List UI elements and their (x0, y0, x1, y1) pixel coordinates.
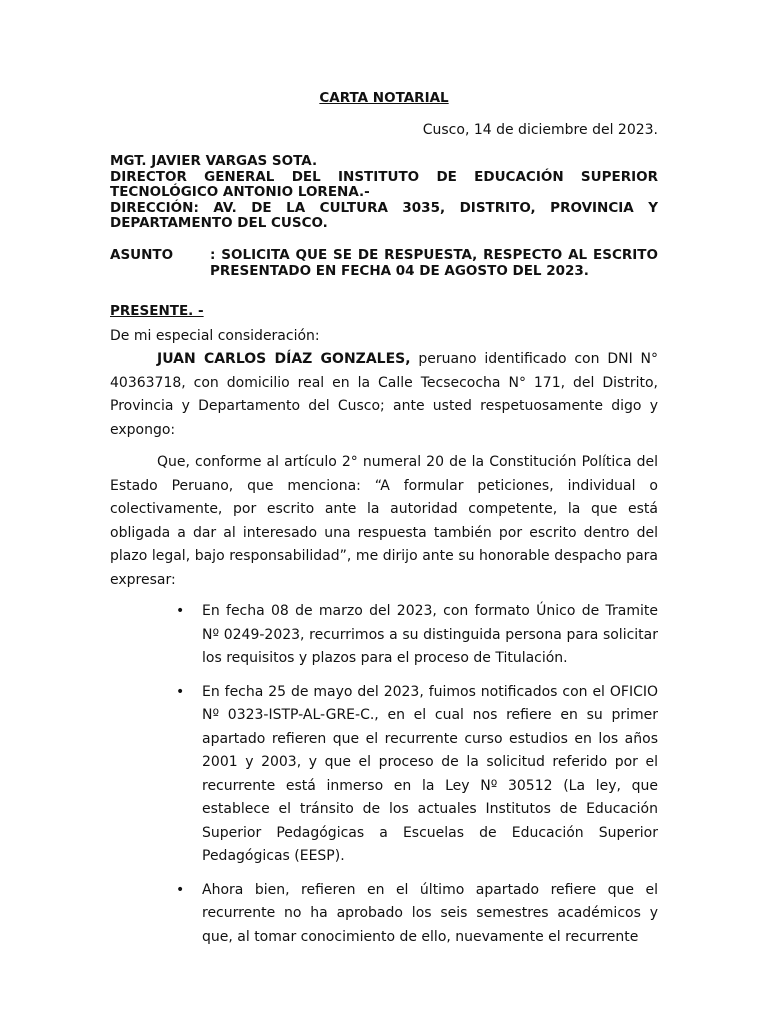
addressee-position: DIRECTOR GENERAL DEL INSTITUTO DE EDUCACIÓN SUPERIOR TECNOLÓGICO ANTONIO LORENA.- (110, 168, 658, 200)
list-item-text: Ahora bien, refieren en el último apartado refiere que el recurrente no ha aprobado los seis semestres académicos y que, al tomar conocimiento de ello, nuevamente el recurrente (202, 881, 658, 945)
addressee-block (110, 154, 658, 232)
list-item-text: En fecha 08 de marzo del 2023, con formato Único de Tramite Nº 0249-2023, recurrimos a su distinguida persona para solicitar los requisitos y plazos para el proceso de Titulación. (202, 603, 658, 666)
bullet-icon: • (176, 603, 185, 619)
applicant-name: JUAN CARLOS DÍAZ GONZALES, (157, 351, 411, 367)
list-item-text: En fecha 25 de mayo del 2023, fuimos notificados con el OFICIO Nº 0323-ISTP-AL-GRE-C., en el cual nos refiere en su primer apartado refieren que el recurrente curso estudios en los años 2001 y 2003, y que el proceso de la solicitud referido por el recurrente está inmerso en la Ley Nº 30512 (La ley, que establece el tránsito de los actuales Institutos de Educación Superior Pedagógicas a Escuelas de Educación Superior Pedagógicas (EESP). (202, 683, 658, 864)
list-item (110, 681, 658, 869)
addressee-address: DIRECCIÓN: AV. DE LA CULTURA 3035, DISTRITO, PROVINCIA Y DEPARTAMENTO DEL CUSCO. (110, 199, 658, 231)
presente-heading: PRESENTE. - (110, 303, 204, 319)
bullet-icon: • (176, 683, 185, 700)
facts-list (110, 600, 658, 959)
letter-title: CARTA NOTARIAL (319, 90, 449, 106)
subject-label: ASUNTO (110, 247, 174, 263)
letter-date: Cusco, 14 de diciembre del 2023. (422, 122, 658, 138)
introduction-text: peruano identificado con DNI N° 40363718, con domicilio real en la Calle Tecsecocha N° 171, del Distrito, Provincia y Departamento del Cusco; ante usted respetuosamente digo y expongo: (110, 351, 658, 438)
paragraph-constitution: Que, conforme al artículo 2° numeral 20 de la Constitución Política del Estado Peruano, que menciona: “A formular peticiones, individual o colectivamente, por escrito ante la autoridad competente, la que está obligada a dar al interesado una respuesta también por escrito dentro del plazo legal, bajo responsabilidad”, me dirijo ante su honorable despacho para expresar: (110, 454, 658, 588)
greeting: De mi especial consideración: (110, 328, 320, 344)
list-item (110, 879, 658, 950)
bullet-icon: • (176, 881, 185, 898)
list-item (110, 600, 658, 671)
paragraph-introduction (110, 348, 658, 442)
subject-text: : SOLICITA QUE SE DE RESPUESTA, RESPECTO AL ESCRITO PRESENTADO EN FECHA 04 DE AGOSTO DEL 2023. (210, 247, 658, 279)
addressee-name: MGT. JAVIER VARGAS SOTA. (110, 153, 318, 169)
